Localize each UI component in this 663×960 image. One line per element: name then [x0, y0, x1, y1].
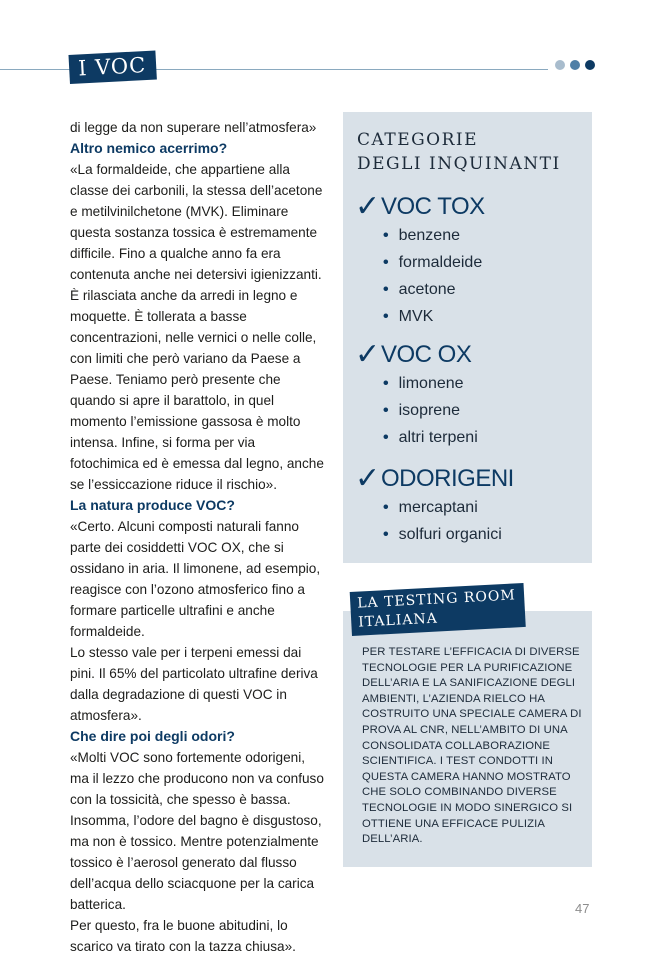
category-item-label: limonene — [398, 375, 464, 392]
category-name: VOC TOX — [381, 193, 485, 220]
header-dot — [585, 60, 595, 70]
category-header — [355, 458, 514, 494]
category-group — [355, 458, 514, 548]
category-item — [383, 521, 514, 548]
category-item-label: solfuri organici — [398, 526, 502, 543]
article-paragraph: «Molti VOC sono fortemente odorigeni, ma il lezzo che producono non va confuso con la tossicità, che spesso è bassa. Insomma, l’odore del bagno è disgustoso, ma non è tossico. Mentre potenzialmente tossico è l’aerosol generato dal flusso dell’acqua dello sciacquone per la carica batterica. — [70, 750, 324, 912]
category-group — [355, 334, 478, 451]
category-item-label: altri terpeni — [398, 429, 478, 446]
category-item — [383, 424, 478, 451]
header-dots — [555, 60, 595, 70]
category-item-label: mercaptani — [398, 499, 478, 516]
bullet-icon: • — [383, 526, 389, 543]
category-item — [383, 397, 478, 424]
category-header — [355, 334, 478, 370]
category-item — [383, 249, 485, 276]
article-paragraph: di legge da non superare nell’atmosfera» — [70, 120, 317, 135]
article-paragraph: Per questo, fra le buone abitudini, lo scarico va tirato con la tazza chiusa». — [70, 918, 296, 954]
article-column — [70, 117, 325, 957]
category-group — [355, 186, 485, 330]
category-items — [355, 222, 485, 330]
category-header — [355, 186, 485, 222]
article-paragraph: «Certo. Alcuni composti naturali fanno parte dei cosiddetti VOC OX, che si ossidano in aria. Il limonene, ad esempio, reagisce con l’ozono atmosferico fino a formare particelle ultrafini e anche formaldeide. — [70, 519, 321, 639]
category-item-label: isoprene — [398, 402, 460, 419]
article-paragraph: «La formaldeide, che appartiene alla classe dei carbonili, la stessa dell’acetone e metilvinilchetone (MVK). Eliminare questa sostanza tossica è estremamente difficile. Fino a qualche anno fa era contenuta anche nei detersivi igienizzanti. È rilasciata anche da arredi in legno e moquette. È tollerata a basse concentrazioni, nelle vernici o nelle colle, con limiti che però variano da Paese a Paese. Teniamo però presente che quando si apre il barattolo, in quel momento l’emissione gassosa è molto intensa. Infine, si forma per via fotochimica ed è emessa dal legno, anche se l’essiccazione riduce il rischio». — [70, 162, 324, 492]
checkmark-icon: ✓ — [355, 337, 381, 372]
bullet-icon: • — [383, 281, 389, 298]
header-dot — [555, 60, 565, 70]
article-question: La natura produce VOC? — [70, 497, 235, 513]
category-item-label: acetone — [398, 281, 456, 298]
bullet-icon: • — [383, 375, 389, 392]
category-item-label: benzene — [398, 227, 460, 244]
bullet-icon: • — [383, 402, 389, 419]
bullet-icon: • — [383, 227, 389, 244]
bullet-icon: • — [383, 499, 389, 516]
category-name: ODORIGENI — [381, 465, 514, 492]
category-item — [383, 276, 485, 303]
bullet-icon: • — [383, 429, 389, 446]
article-question: Che dire poi degli odori? — [70, 728, 235, 744]
categories-box — [343, 112, 592, 563]
article-paragraph: Lo stesso vale per i terpeni emessi dai pini. Il 65% del particolato ultrafine deriva dalla degradazione di questi VOC in atmosfera». — [70, 645, 318, 723]
category-item — [383, 494, 514, 521]
categories-title: CATEGORIE DEGLI INQUINANTI — [357, 130, 561, 174]
category-item — [383, 370, 478, 397]
article-question: Altro nemico acerrimo? — [70, 140, 228, 156]
testing-room-body: PER TESTARE L’EFFICACIA DI DIVERSE TECNOLOGIE PER LA PURIFICAZIONE DELL’ARIA E LA SANIFICAZIONE DEGLI AMBIENTI, L’AZIENDA RIELCO HA COSTRUITO UNA SPECIALE CAMERA DI PROVA AL CNR, NELL’AMBITO DI UNA CONSOLIDATA COLLABORAZIONE SCIENTIFICA. I TEST CONDOTTI IN QUESTA CAMERA HANNO MOSTRATO CHE SOLO COMBINANDO DIVERSE TECNOLOGIE IN MODO SINERGICO SI OTTIENE UNA EFFICACE PULIZIA DELL’ARIA. — [362, 646, 582, 846]
category-name: VOC OX — [381, 341, 472, 368]
page-number: 47 — [575, 901, 590, 916]
header-dot — [570, 60, 580, 70]
checkmark-icon: ✓ — [355, 461, 381, 496]
category-items — [355, 370, 478, 451]
section-tag: I VOC — [68, 50, 156, 84]
category-item-label: MVK — [398, 308, 434, 325]
category-item-label: formaldeide — [398, 254, 483, 271]
category-items — [355, 494, 514, 548]
category-item — [383, 222, 485, 249]
testing-room-title: LA TESTING ROOM ITALIANA — [350, 583, 526, 636]
bullet-icon: • — [383, 254, 389, 271]
checkmark-icon: ✓ — [355, 189, 381, 224]
bullet-icon: • — [383, 308, 389, 325]
category-item — [383, 303, 485, 330]
